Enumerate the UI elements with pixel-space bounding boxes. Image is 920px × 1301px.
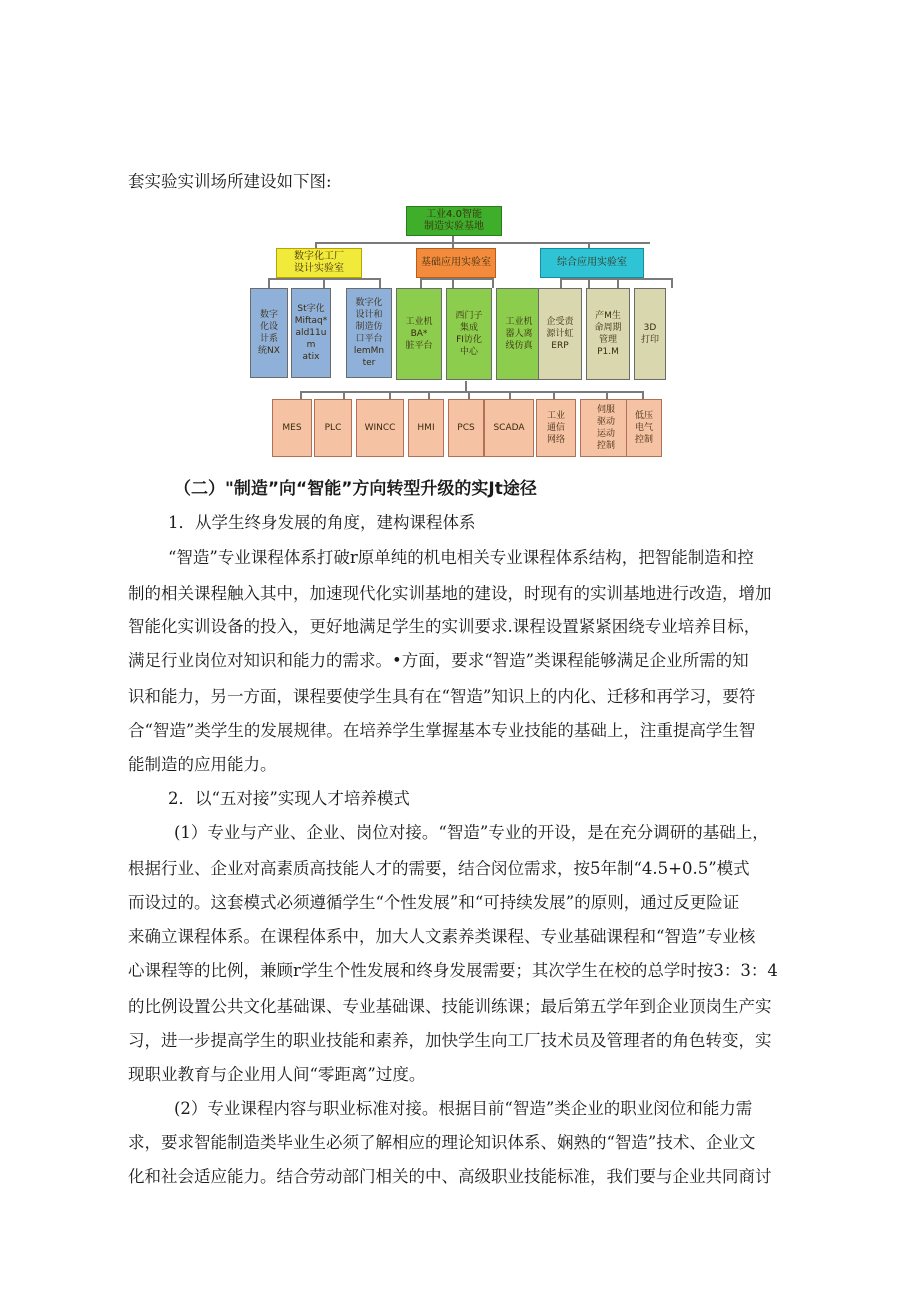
para2-line: 的比例设置公共文化基础课、专业基础课、技能训练课；最后第五学年到企业顶岗生产实 — [128, 997, 772, 1016]
para3-line: 化和社会适应能力。结合劳动部门相关的中、高级职业技能标准，我们要与企业共同商讨 — [128, 1167, 772, 1186]
subheading-2: 2．以“五对接”实现人才培养模式 — [168, 789, 410, 808]
subsystem-node: 企受责 源计虹 ERP — [538, 288, 582, 380]
connector-line — [428, 391, 430, 399]
connector-line — [642, 391, 644, 399]
connector-line — [509, 391, 511, 399]
equipment-node: HMI — [408, 399, 444, 457]
connector-line — [343, 391, 345, 399]
connector-line — [465, 381, 467, 391]
para2-line: 现职业教育与企业用人间“零距离”过度。 — [128, 1065, 426, 1084]
lab-node: 基础应用实验室 — [416, 248, 496, 278]
lab-node: 综合应用实验室 — [540, 248, 644, 278]
connector-line — [420, 278, 492, 280]
para1-line: “智造”专业课程体系打破r原单纯的机电相关专业课程体系结构，把智能制造和控 — [168, 548, 754, 567]
connector-line — [379, 278, 381, 288]
subsystem-node: 西门子 集成 FI访化 中心 — [446, 288, 492, 380]
connector-line — [468, 391, 470, 399]
connector-line — [553, 391, 555, 399]
subsystem-node: 产M生 命周期 管理 P1.M — [586, 288, 630, 380]
connector-line — [560, 278, 562, 288]
lab-node: 数字化工厂 设计实验室 — [276, 248, 362, 278]
connector-line — [617, 278, 619, 288]
para1-line: 制的相关课程触入其中，加速现代化实训基地的建设，时现有的实训基地进行改造，增加 — [128, 584, 772, 603]
equipment-node: 工业 通信 网络 — [536, 399, 576, 457]
subsystem-node: 3D 打印 — [634, 288, 666, 380]
connector-line — [420, 278, 422, 288]
para1-line: 能制造的应用能力。 — [128, 755, 277, 774]
subsystem-node: St字化 Miftaq* ald11u m atix — [291, 288, 331, 378]
section-heading: （二）"制造”向“智能”方向转型升级的实Jt途径 — [174, 479, 537, 499]
connector-line — [300, 391, 642, 393]
para2-line: 习，进一步提高学生的职业技能和素养，加快学生向工厂技术员及管理者的角色转变，实 — [128, 1031, 772, 1050]
equipment-node: 低压 电气 控制 — [626, 399, 662, 457]
connector-line — [671, 278, 673, 288]
diagram-root-node: 工业4.0智能 制造实验基地 — [406, 206, 502, 236]
para2-line: 而设过的。这套模式必须遵循学生“个性发展”和“可持续发展”的原则，通过反更险证 — [128, 893, 740, 912]
para1-line: 满足行业岗位对知识和能力的需求。•方面，要求“智造”类课程能够满足企业所需的知 — [128, 651, 749, 670]
subsystem-node: 数字 化设 计系 统NX — [250, 288, 288, 378]
subheading-1: 1．从学生终身发展的角度，建构课程体系 — [168, 513, 476, 532]
equipment-node: SCADA — [484, 399, 534, 457]
connector-line — [492, 278, 494, 288]
equipment-node: PCS — [448, 399, 484, 457]
para2-line: 来确立课程体系。在课程体系中，加大人文素养类课程、专业基础课程和“智造”专业核 — [128, 927, 756, 946]
para1-line: 合“智造”类学生的发展规律。在培养学生掌握基本专业技能的基础上，注重提高学生智 — [128, 721, 756, 740]
para3-line: 求，要求智能制造类毕业生必须了解相应的理论知识体系、娴熟的“智造”技术、企业文 — [128, 1133, 756, 1152]
connector-line — [389, 391, 391, 399]
connector-line — [323, 278, 325, 288]
para2-line: 根据行业、企业对高素质高技能人才的需要，结合闵位需求，按5年制“4.5+0.5”模式 — [128, 859, 750, 878]
subsystem-node: 工业机 BA* 脏平台 — [396, 288, 442, 380]
equipment-node: MES — [272, 399, 312, 457]
subsystem-node: 数字化 设计和 制造仿 口平台 lemMn ter — [346, 288, 392, 378]
equipment-node: PLC — [314, 399, 352, 457]
para1-line: 识和能力，另一方面，课程要使学生具有在“智造”知识上的内化、迁移和再学习，要符 — [128, 687, 756, 706]
para1-line: 智能化实训设备的投入，更好地满足学生的实训要求.课程设置紧紧困绕专业培养目标， — [128, 617, 761, 636]
para2-line: 心课程等的比例，兼顾r学生个性发展和终身发展需要；其次学生在校的总学时按3：3：4 — [128, 961, 778, 980]
connector-line — [268, 278, 270, 288]
equipment-node: 伺服 驱动 运动 控制 — [580, 399, 632, 457]
lab-structure-diagram — [240, 196, 666, 468]
connector-line — [315, 242, 650, 244]
connector-line — [606, 391, 608, 399]
connector-line — [300, 391, 302, 399]
para3-line: (2）专业课程内容与职业标准对接。根据目前“智造”类企业的职业闵位和能力需 — [174, 1099, 753, 1118]
equipment-node: WINCC — [356, 399, 404, 457]
para2-line: (1）专业与产业、企业、岗位对接。“智造”专业的开设，是在充分调研的基础上， — [174, 823, 769, 842]
intro-line: 套实验实训场所建设如下图: — [128, 172, 332, 191]
subsystem-node: 工业机 器人离 线仿真 — [496, 288, 542, 380]
